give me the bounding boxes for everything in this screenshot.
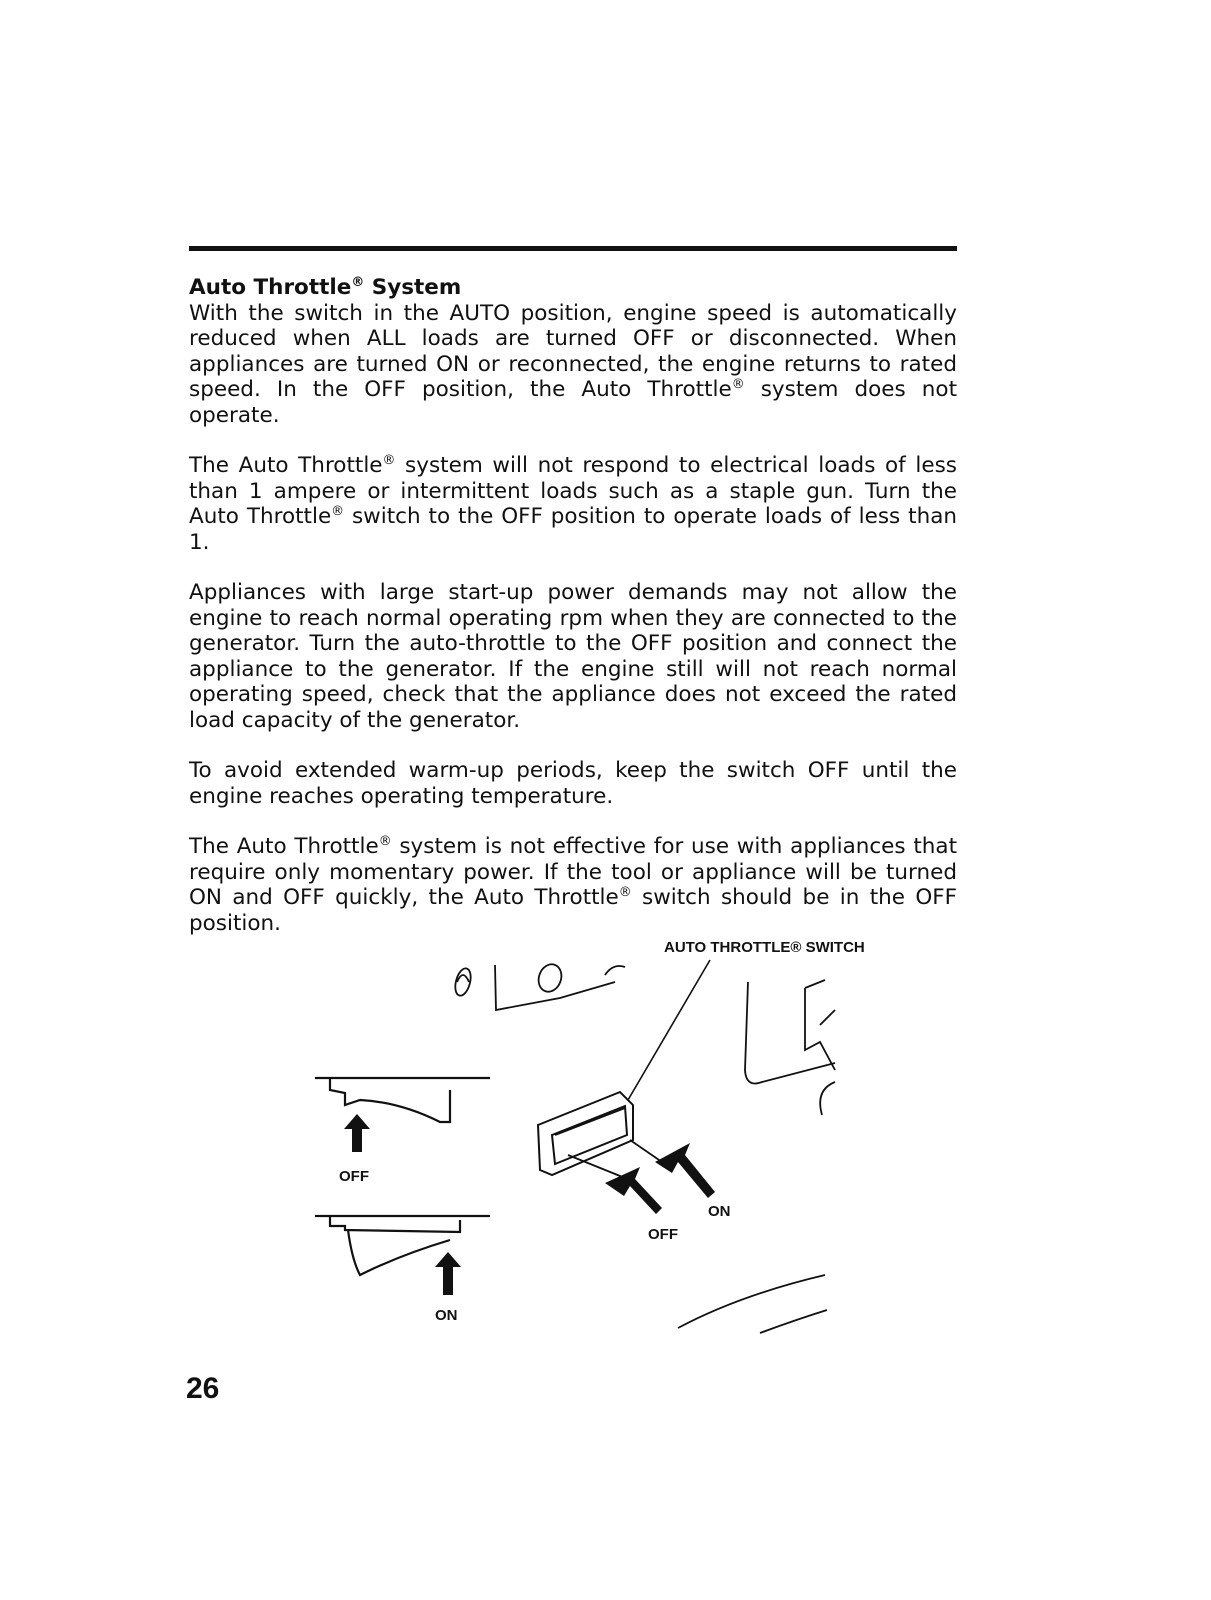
heading-text: Auto Throttle [189,275,352,300]
leader-line [628,960,710,1100]
on-label-left: ON [435,1307,458,1324]
switch-label: AUTO THROTTLE® SWITCH [664,939,865,956]
paragraph-text: switch should be in the OFF position. [189,885,957,936]
body-text [189,275,957,961]
heading-suffix: System [364,275,462,300]
registered-mark: ® [331,503,345,519]
registered-mark: ® [382,452,396,468]
off-label-left: OFF [339,1168,369,1185]
paragraph-text: With the switch in the AUTO position, engine speed is automatically reduced when ALL loads are turned OFF or disconnected. When appliances are turned ON or reconnected, the engine returns to rated speed. In the OFF position, the Auto Throttle [189,300,957,402]
paragraph-4 [189,758,957,809]
registered-mark: ® [378,833,392,849]
paragraph-3 [189,580,957,733]
off-switch-diagram [315,1078,490,1122]
paragraph-5 [189,834,957,936]
paragraph-text: The Auto Throttle [189,453,383,478]
switch-illustration [300,930,900,1350]
registered-mark: ® [351,274,365,290]
paragraph-2 [189,453,957,555]
page-number: 26 [186,1372,220,1405]
on-switch-diagram [315,1216,490,1275]
panel-outline [453,961,835,1115]
paragraph-text: system does not operate. [189,377,958,428]
registered-mark: ® [618,884,632,900]
paragraph-text: system will not respond to electrical loads of less than 1 ampere or intermittent loads such as a staple gun. Turn the Auto Throttle [189,453,957,529]
paragraph-text: The Auto Throttle [189,834,379,859]
base-curves [678,1275,827,1333]
top-rule [189,246,957,251]
off-label-right: OFF [648,1226,678,1243]
paragraph-text: switch to the OFF position to operate loads of less than 1. [189,504,957,555]
paragraph-text: system is not effective for use with appliances that require only momentary power. If the tool or appliance will be turned ON and OFF quickly, the Auto Throttle [189,834,957,910]
on-label-right: ON [708,1203,731,1220]
paragraph-1 [189,301,957,429]
on-arrow-left [435,1252,461,1295]
off-arrow-left [344,1114,370,1152]
registered-mark: ® [731,376,745,392]
paragraph-text: Appliances with large start-up power demands may not allow the engine to reach normal operating rpm when they are connected to the generator. Turn the auto-throttle to the OFF position and connect the appliance to the generator. If the engine still will not reach normal operating speed, check that the appliance does not exceed the rated load capacity of the generator. [189,580,957,733]
paragraphs [189,301,957,937]
paragraph-text: To avoid extended warm-up periods, keep the switch OFF until the engine reaches operating temperature. [189,758,957,809]
section-heading [189,275,957,301]
